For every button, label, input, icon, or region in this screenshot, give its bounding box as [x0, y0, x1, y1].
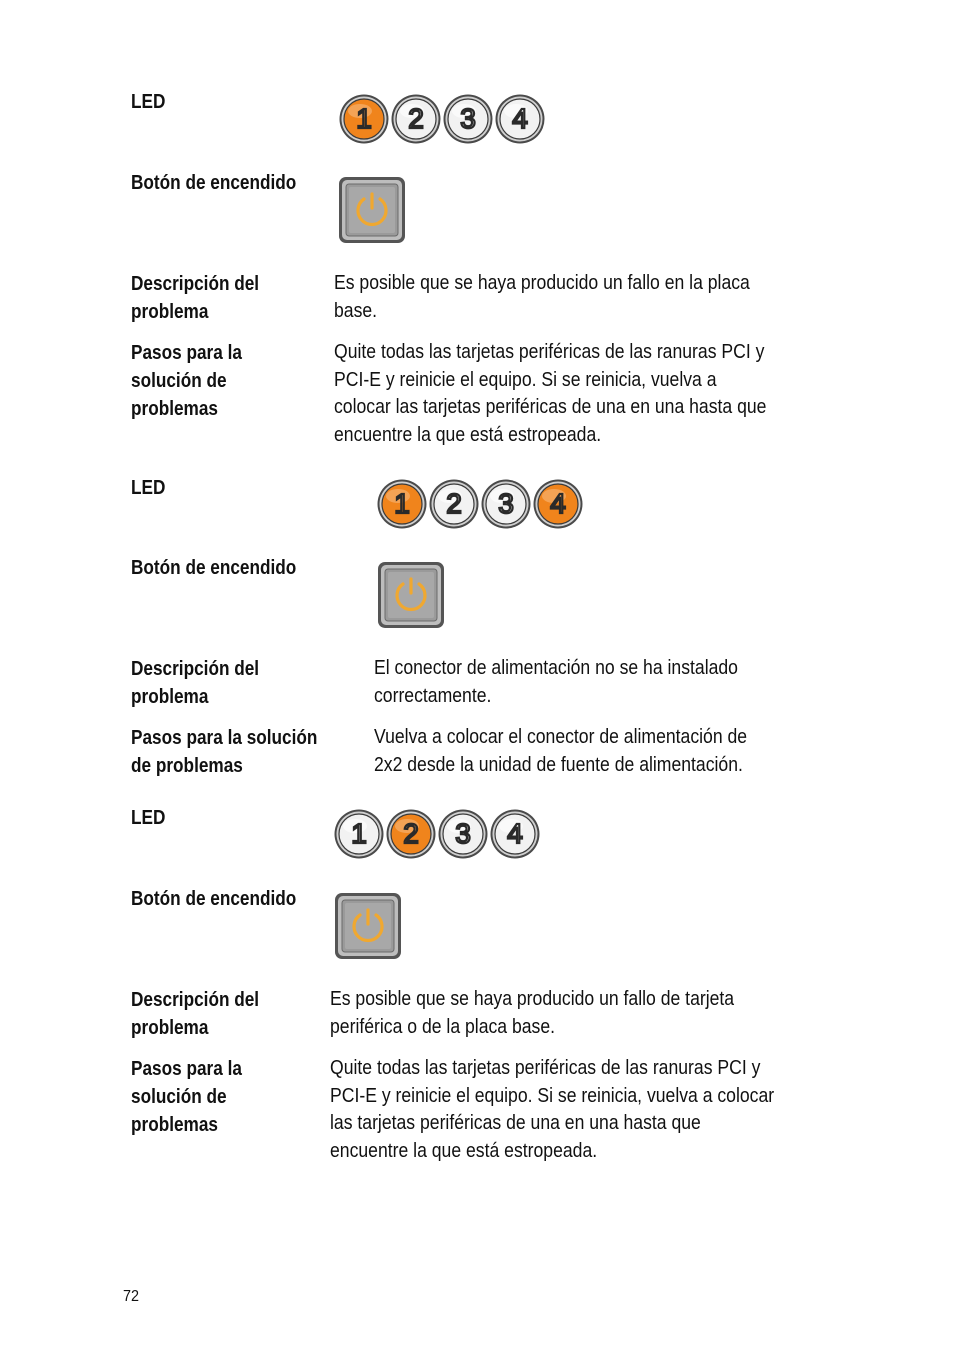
led-indicator-row	[333, 808, 541, 860]
led-number: 4	[507, 818, 523, 849]
power-button-icon	[333, 891, 403, 961]
led-label: LED	[131, 477, 166, 499]
led-label: LED	[131, 807, 166, 829]
led-number: 3	[460, 103, 476, 134]
led-number: 1	[394, 488, 410, 519]
led-3-icon	[442, 93, 494, 145]
problem-description-label: Descripción del problema	[131, 273, 260, 323]
led-2-icon	[428, 478, 480, 530]
power-button-label: Botón de encendido	[131, 888, 297, 910]
led-number: 2	[446, 488, 462, 519]
led-4-icon	[532, 478, 584, 530]
troubleshooting-steps-label: Pasos para la solución de problemas	[131, 1058, 242, 1136]
troubleshooting-steps-text: Vuelva a colocar el conector de alimentación de 2x2 desde la unidad de fuente de alimentación.	[374, 726, 748, 776]
troubleshooting-steps-text: Quite todas las tarjetas periféricas de las ranuras PCI y PCI-E y reinicie el equipo. Si se reinicia, vuelva a colocar las tarjetas periféricas de una en una hasta que encuentre la que está estropeada.	[330, 1057, 775, 1162]
problem-description-label: Descripción del problema	[131, 658, 260, 708]
led-4-icon	[494, 93, 546, 145]
power-button-label: Botón de encendido	[131, 557, 297, 579]
troubleshooting-steps-text: Quite todas las tarjetas periféricas de las ranuras PCI y PCI-E y reinicie el equipo. Si se reinicia, vuelva a colocar las tarjetas periféricas de una en una hasta que encuentre la que está estropeada.	[334, 341, 767, 446]
led-number: 2	[403, 818, 419, 849]
led-3-icon	[437, 808, 489, 860]
led-label: LED	[131, 91, 166, 113]
led-4-icon	[489, 808, 541, 860]
led-number: 1	[356, 103, 372, 134]
problem-description-text: Es posible que se haya producido un fallo en la placa base.	[334, 272, 750, 322]
power-button-label: Botón de encendido	[131, 172, 297, 194]
problem-description-label: Descripción del problema	[131, 989, 260, 1039]
led-number: 4	[512, 103, 528, 134]
led-3-icon	[480, 478, 532, 530]
led-2-icon	[390, 93, 442, 145]
led-number: 3	[498, 488, 514, 519]
led-2-icon	[385, 808, 437, 860]
led-1-icon	[333, 808, 385, 860]
led-1-icon	[376, 478, 428, 530]
led-number: 4	[550, 488, 566, 519]
problem-description-text: El conector de alimentación no se ha instalado correctamente.	[374, 657, 738, 707]
led-indicator-row	[338, 93, 546, 145]
troubleshooting-steps-label: Pasos para la solución de problemas	[131, 342, 242, 420]
led-number: 1	[351, 818, 367, 849]
led-number: 2	[408, 103, 424, 134]
power-button-icon	[376, 560, 446, 630]
power-button-icon	[337, 175, 407, 245]
led-indicator-row	[376, 478, 584, 530]
led-number: 3	[455, 818, 471, 849]
troubleshooting-steps-label: Pasos para la solución de problemas	[131, 727, 318, 777]
page-number: 72	[123, 1288, 140, 1305]
problem-description-text: Es posible que se haya producido un fallo de tarjeta periférica o de la placa base.	[330, 988, 735, 1038]
led-1-icon	[338, 93, 390, 145]
